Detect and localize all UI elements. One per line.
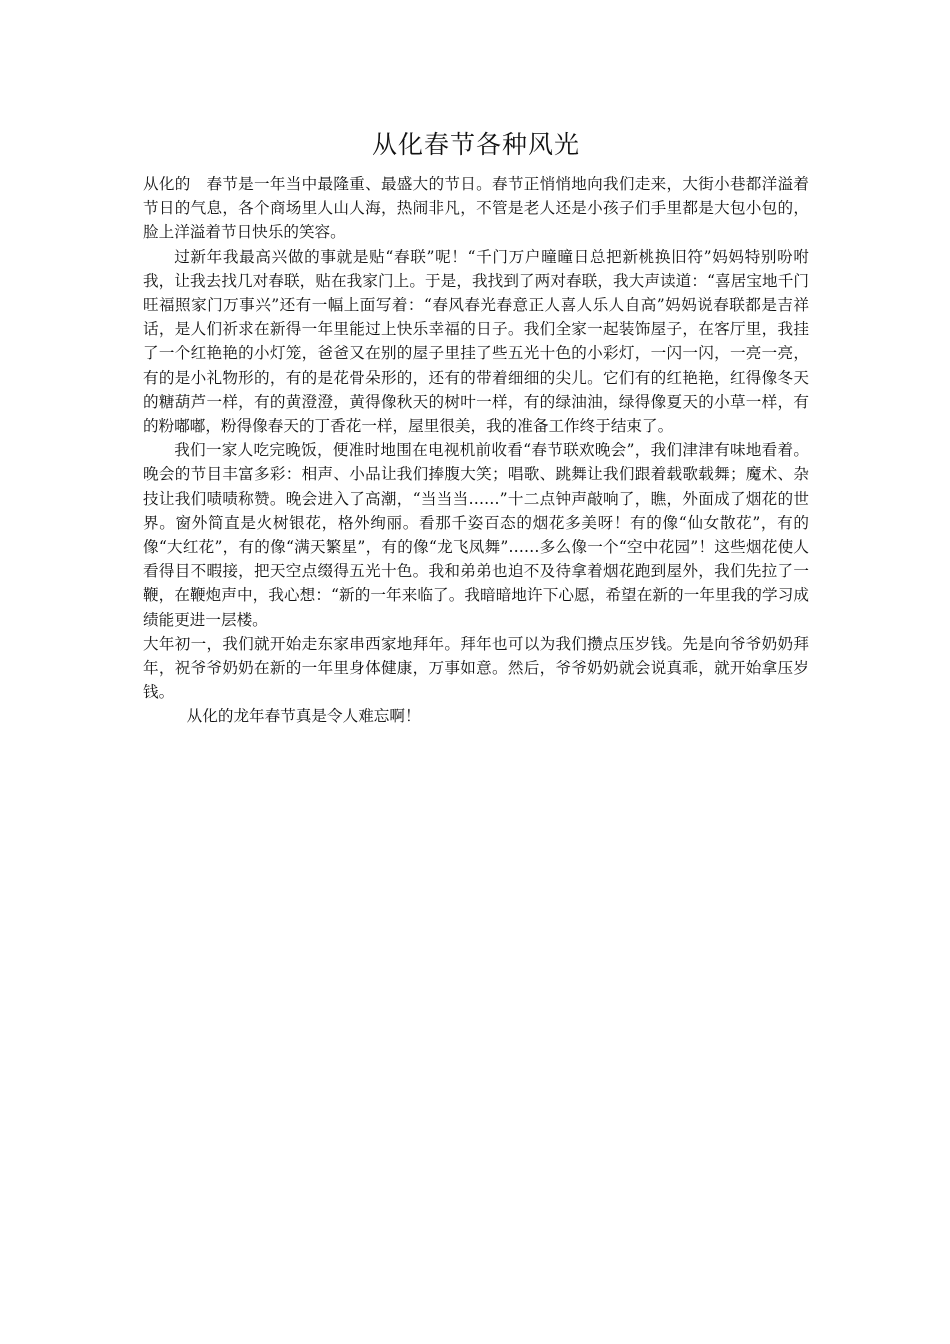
paragraph-intro: 从化的 春节是一年当中最隆重、最盛大的节日。春节正悄悄地向我们走来，大街小巷都洋溢着节日的气息，各个商场里人山人海，热闹非凡，不管是老人还是小孩子们手里都是大包小包的，脸上洋溢着节日快乐的笑容。 xyxy=(143,175,809,242)
paragraph-couplets: 过新年我最高兴做的事就是贴“春联”呢！“千门万户曈曈日总把新桃换旧符”妈妈特别吩咐我，让我去找几对春联，贴在我家门上。于是，我找到了两对春联，我大声读道：“喜居宝地千门旺福照家门万事兴”还有一幅上面写着：“春风春光春意正人喜人乐人自高”妈妈说春联都是吉祥话，是人们祈求在新得一年里能过上快乐幸福的日子。我们全家一起装饰屋子，在客厅里，我挂了一个红艳艳的小灯笼，爸爸又在别的屋子里挂了些五光十色的小彩灯，一闪一闪，一亮一亮，有的是小礼物形的，有的是花骨朵形的，还有的带着细细的尖儿。它们有的红艳艳，红得像冬天的糖葫芦一样，有的黄澄澄，黄得像秋天的树叶一样，有的绿油油，绿得像夏天的小草一样，有的粉嘟嘟，粉得像春天的丁香花一样，屋里很美，我的准备工作终于结束了。 xyxy=(143,247,809,436)
document-page xyxy=(143,128,809,729)
paragraph-conclusion: 从化的龙年春节真是令人难忘啊！ xyxy=(186,707,421,726)
paragraph-gala-fireworks: 我们一家人吃完晚饭，便准时地围在电视机前收看“春节联欢晚会”，我们津津有味地看着。晚会的节目丰富多彩：相声、小品让我们捧腹大笑；唱歌、跳舞让我们跟着载歌载舞；魔术、杂技让我们啧啧称赞。晚会进入了高潮，“当当当……”十二点钟声敲响了，瞧，外面成了烟花的世界。窗外简直是火树银花，格外绚丽。看那千姿百态的烟花多美呀！有的像“仙女散花”，有的像“大红花”，有的像“满天繁星”，有的像“龙飞凤舞”……多么像一个“空中花园”！这些烟花使人看得目不暇接，把天空点缀得五光十色。我和弟弟也迫不及待拿着烟花跑到屋外，我们先拉了一鞭，在鞭炮声中，我心想：“新的一年来临了。我暗暗地许下心愿，希望在新的一年里我的学习成绩能更进一层楼。 xyxy=(143,441,809,629)
document-title: 从化春节各种风光 xyxy=(371,130,580,159)
paragraph-new-year-visits: 大年初一，我们就开始走东家串西家地拜年。拜年也可以为我们攒点压岁钱。先是向爷爷奶奶拜年，祝爷爷奶奶在新的一年里身体健康，万事如意。然后，爷爷奶奶就会说真乖，就开始拿压岁钱。 xyxy=(143,634,809,702)
